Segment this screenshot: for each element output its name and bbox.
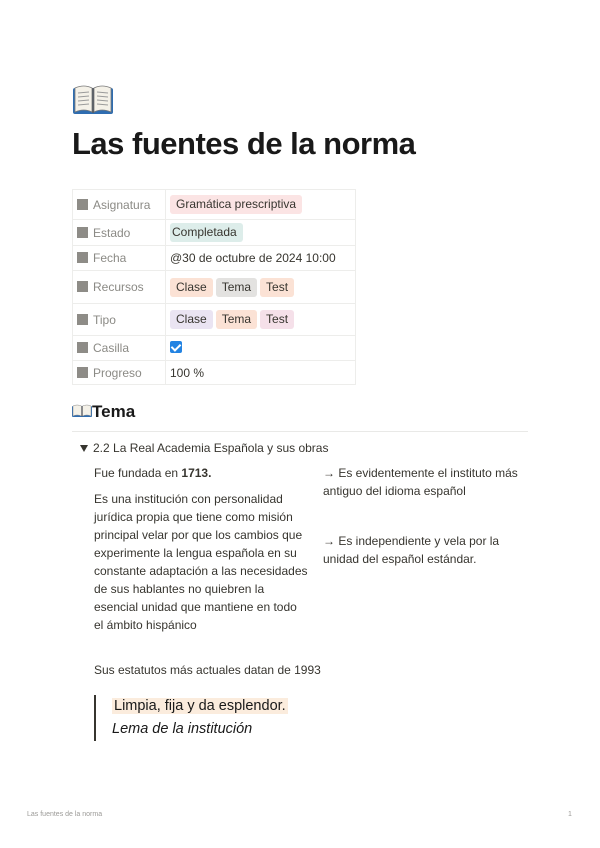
resource-tag[interactable]: Test xyxy=(260,278,294,297)
note-paragraph: → Es evidentemente el instituto más antiguo del idioma español xyxy=(323,466,518,498)
progress-value[interactable]: 100 % xyxy=(166,361,356,385)
statutes-paragraph: Sus estatutos más actuales datan de 1993 xyxy=(94,663,321,677)
property-row xyxy=(73,361,356,385)
property-icon xyxy=(77,199,88,210)
type-tag[interactable]: Clase xyxy=(170,310,213,329)
founded-year: 1713. xyxy=(181,466,212,480)
property-icon xyxy=(77,367,88,378)
resource-tag[interactable]: Clase xyxy=(170,278,213,297)
subject-tag[interactable]: Gramática prescriptiva xyxy=(170,195,302,214)
property-label: Casilla xyxy=(93,341,130,355)
open-book-icon xyxy=(72,82,114,118)
status-badge[interactable]: Completada xyxy=(170,223,243,242)
property-label: Progreso xyxy=(93,365,142,380)
divider xyxy=(72,431,528,432)
property-icon xyxy=(77,252,88,263)
property-row xyxy=(73,246,356,271)
property-label: Fecha xyxy=(93,251,127,265)
page-number: 1 xyxy=(568,811,572,818)
property-icon xyxy=(77,281,88,292)
properties-table xyxy=(72,189,356,385)
note-paragraph: → Es independiente y vela por la unidad del español estándar. xyxy=(323,534,500,566)
date-value[interactable]: @30 de octubre de 2024 10:00 xyxy=(166,246,356,271)
quote-block xyxy=(94,695,288,741)
property-row xyxy=(73,271,356,304)
property-row xyxy=(73,304,356,336)
toggle-triangle-icon[interactable] xyxy=(80,445,88,452)
open-book-icon xyxy=(72,403,92,417)
resource-tag[interactable]: Tema xyxy=(216,278,257,297)
property-row xyxy=(73,336,356,361)
description-paragraph: Es una institución con personalidad jurídica propia que tiene como misión principal velar por que los cambios que experimente la lengua española en su constante adaptación a las necesidades de sus hablantes no quiebren la esencial unidad que mantiene en todo el ámbito hispánico xyxy=(94,492,308,632)
founded-paragraph xyxy=(94,464,309,482)
type-tag[interactable]: Test xyxy=(260,310,294,329)
property-row xyxy=(73,190,356,220)
toggle-label: 2.2 La Real Academia Española y sus obras xyxy=(93,441,329,455)
footer-title: Las fuentes de la norma xyxy=(27,811,103,818)
property-icon xyxy=(77,342,88,353)
toggle-block[interactable] xyxy=(80,441,328,455)
founded-prefix: Fue fundada en xyxy=(94,466,182,480)
property-row xyxy=(73,220,356,246)
checkbox[interactable] xyxy=(170,341,182,353)
quote-motto: Limpia, fija y da esplendor. xyxy=(114,698,286,714)
property-label: Tipo xyxy=(93,312,116,327)
section-heading-text: Tema xyxy=(92,402,136,421)
property-label: Asignatura xyxy=(93,197,151,212)
property-label: Recursos xyxy=(93,280,144,294)
type-tag[interactable]: Tema xyxy=(216,310,257,329)
left-column xyxy=(94,464,309,642)
quote-caption: Lema de la institución xyxy=(112,721,253,737)
property-label: Estado xyxy=(93,225,131,240)
right-column xyxy=(323,464,523,600)
property-icon xyxy=(77,227,88,238)
section-heading xyxy=(72,402,135,422)
property-icon xyxy=(77,314,88,325)
page-title: Las fuentes de la norma xyxy=(72,126,416,161)
